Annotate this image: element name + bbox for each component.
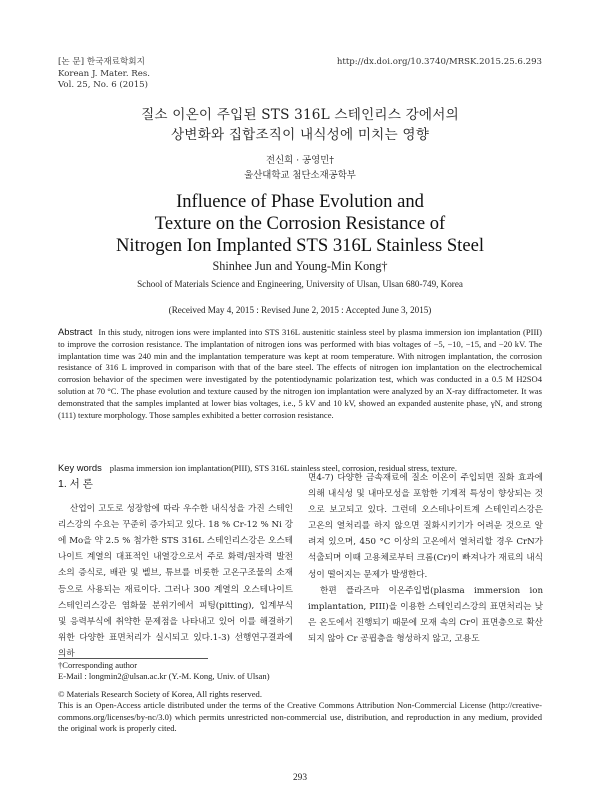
journal-volume: Vol. 25, No. 6 (2015)	[58, 80, 148, 91]
footnote	[58, 660, 542, 682]
left-column	[58, 470, 293, 662]
english-title-line-1: Influence of Phase Evolution and	[176, 191, 424, 212]
korean-affiliation: 울산대학교 첨단소재공학부	[244, 170, 356, 181]
keywords-label: Key words	[58, 462, 102, 473]
english-affiliation: School of Materials Science and Engineering, University of Ulsan, Ulsan 680-749, Korea	[137, 279, 463, 289]
intro-paragraph-continued: 면4-7) 다양한 금속재료에 질소 이온이 주입되면 질화 효과에 의해 내식성 및 내마모성을 포함한 기계적 특성이 향상되는 것으로 보고되고 있다. 그런데 오스테나이트계 스테인리스강은 고온의 열처리를 하지 않으면 질화시키기가 어려운 것으로 알려져 있으며, 450 °C 이상의 고온에서 열처리할 경우 CrN가 석출되며 이때 고용체로부터 크롬(Cr)이 빠져나가 재료의 내식성이 떨어지는 문제가 발생한다.	[308, 473, 543, 580]
intro-paragraph-1: 산업이 고도로 성장함에 따라 우수한 내식성을 가진 스테인리스강의 수요는 꾸준히 증가되고 있다. 18 % Cr-12 % Ni 강에 Mo을 약 2.5 % 첨가한 STS 316L 스테인리스강은 오스테나이트 계열의 대표적인 내열강으로서 주로 화력/원자력 발전소의 증식로, 배관 및 벨브, 튜브를 비롯한 고온구조물의 소재 등으로 사용되는 재료이다. 그러나 300 계열의 오스테나이트 스테인리스강은 염화물 분위기에서 피팅(pitting), 입계부식 및 응력부식에 취약한 문제점을 나타내고 있어 이를 해결하기 위한 다양한 표면처리가 실시되고 있다.1-3) 선행연구결과에 의하	[58, 504, 293, 659]
page-number: 293	[292, 773, 308, 783]
received-dates: (Received May 4, 2015 : Revised June 2, 2015 : Accepted June 3, 2015)	[168, 305, 432, 315]
english-authors: Shinhee Jun and Young-Min Kong†	[212, 259, 388, 273]
abstract	[58, 326, 542, 421]
abstract-label: Abstract	[58, 326, 93, 337]
footnote-divider	[58, 658, 208, 659]
korean-title-line-2: 상변화와 집합조직이 내식성에 미치는 영향	[170, 127, 430, 143]
section-heading-introduction: 1. 서 론	[58, 478, 93, 490]
corresponding-email: E-Mail : longmin2@ulsan.ac.kr (Y.-M. Kong, Univ. of Ulsan)	[58, 671, 270, 682]
korean-title	[0, 105, 600, 145]
korean-authors: 전신희 · 공영민†	[266, 155, 334, 166]
license-block	[58, 689, 542, 735]
english-title-line-3: Nitrogen Ion Implanted STS 316L Stainless Steel	[115, 235, 485, 256]
journal-name-english: Korean J. Mater. Res.	[58, 68, 150, 79]
journal-header	[58, 57, 150, 92]
journal-name-korean: [논 문] 한국재료학회지	[58, 57, 145, 67]
english-title-line-2: Texture on the Corrosion Resistance of	[154, 213, 446, 234]
doi-link[interactable]: http://dx.doi.org/10.3740/MRSK.2015.25.6.293	[336, 57, 542, 67]
intro-paragraph-2: 한편 플라즈마 이온주입법(plasma immersion ion implantation, PIII)을 이용한 스테인리스강의 표면처리는 낮은 온도에서 진행되기 때문에 모재 속의 Cr이 표면층으로 확산되지 않아 Cr 공핍층을 형성하지 않고, 고용도	[308, 585, 543, 644]
english-title	[0, 191, 600, 257]
corresponding-author-note: †Corresponding author	[58, 660, 138, 670]
right-column	[308, 470, 543, 647]
copyright-line: © Materials Research Society of Korea, All rights reserved.	[58, 689, 262, 699]
korean-title-line-1: 질소 이온이 주입된 STS 316L 스테인리스 강에서의	[141, 107, 459, 123]
keywords-text: plasma immersion ion implantation(PIII), STS 316L stainless steel, corrosion, residual stress, texture.	[109, 463, 457, 473]
license-text: This is an Open-Access article distributed under the terms of the Creative Commons Attribution Non-Commercial License (http://creative-commons.org/licenses/by-nc/3.0) which permits unrestricted non-commercial use, distribution, and reproduction in any medium, provided the original work is properly cited.	[58, 700, 542, 734]
abstract-text: In this study, nitrogen ions were implanted into STS 316L austenitic stainless steel by plasma immersion ion implantation (PIII) to improve the corrosion resistance. The implantation of nitrogen ions was performed with bias voltages of −5, −10, −15, and −20 kV. The implantation time was 240 min and the implantation temperature was kept at room temperature. With nitrogen implantation, the corrosion resistance of 316 L improved in comparison with that of the bare steel. The effects of nitrogen ion implantation on the electrochemical corrosion behavior of the specimen were investigated by the potentiodynamic polarization test, which was conducted in a 0.5 M H2SO4 solution at 70 °C. The phase evolution and texture caused by the nitrogen ion implantation were analyzed by an X-ray diffractometer. It was demonstrated that the samples implanted at lower bias voltages, i.e., 5 kV and 10 kV, showed an expanded austenite phase, γN, and strong (111) texture morphology. Those samples exhibited a better corrosion resistance.	[58, 327, 542, 420]
